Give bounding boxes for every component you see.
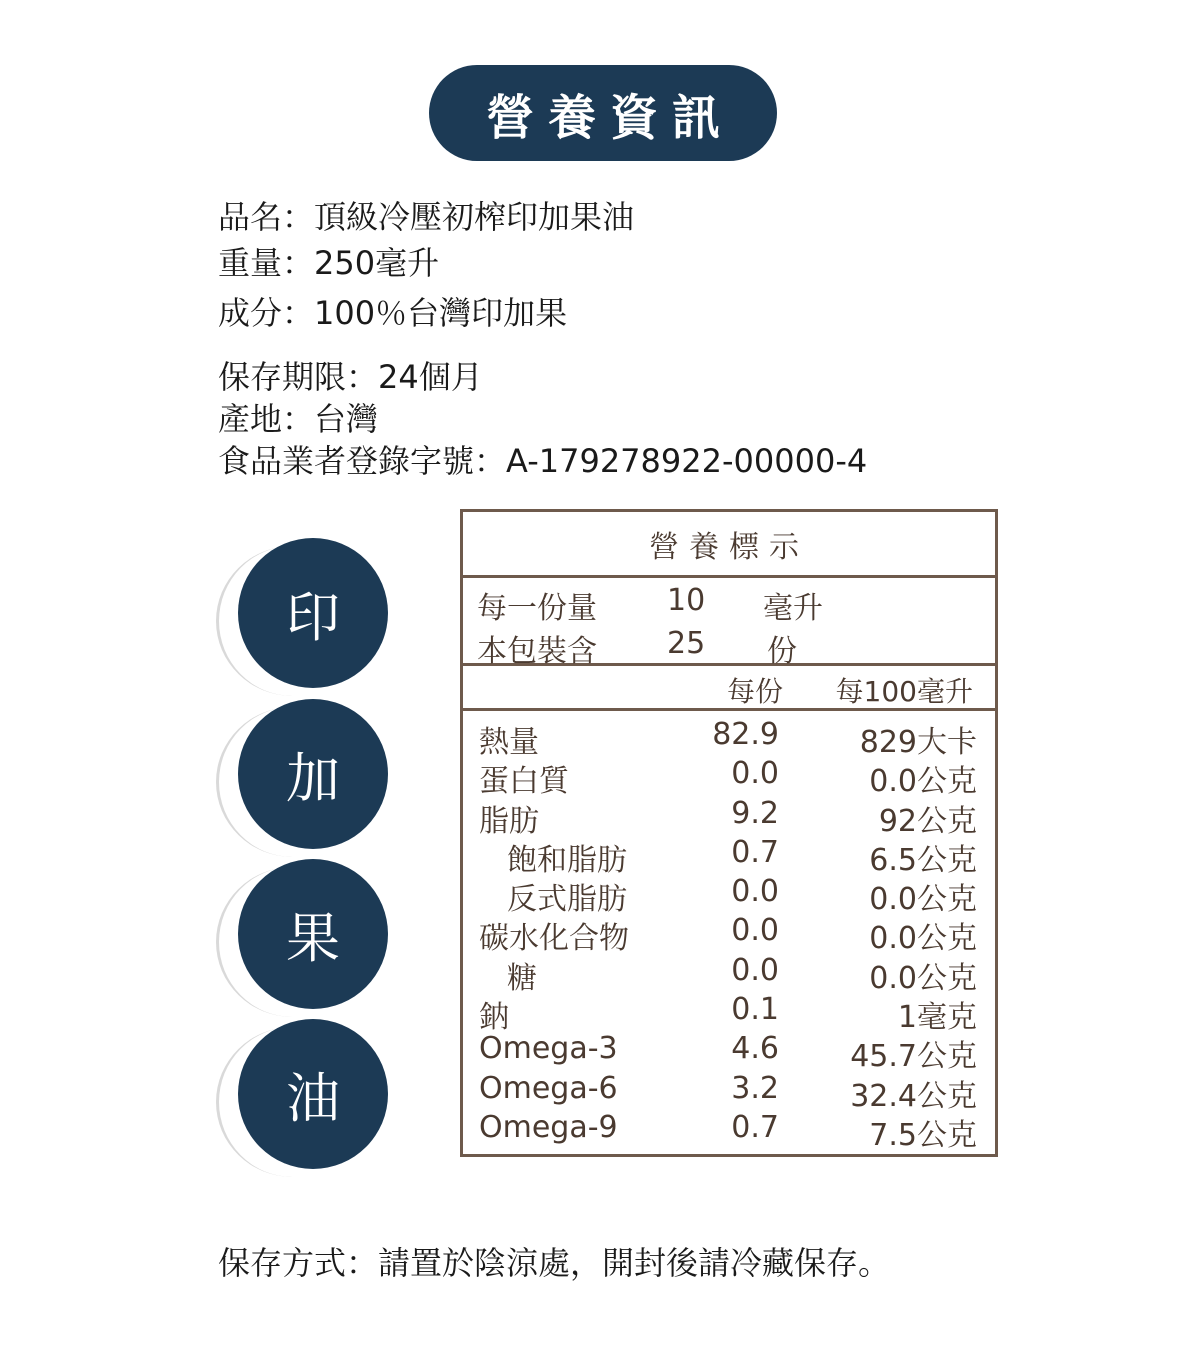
page-title: 營養資訊 (429, 65, 777, 161)
product-name: 品名：頂級冷壓初榨印加果油 (218, 198, 635, 236)
per-100ml-value: 6.5公克 (869, 842, 977, 878)
circle-char-4: 油 (238, 1019, 388, 1169)
product-weight: 重量：250毫升 (218, 244, 440, 282)
nutrition-table (460, 509, 998, 1157)
nutrient-label: 脂肪 (479, 803, 539, 839)
per-serving-value: 0.0 (731, 952, 779, 988)
table-row (463, 795, 995, 839)
per-100ml-value: 0.0公克 (869, 882, 977, 918)
nutrient-label: 反式脂肪 (507, 882, 627, 918)
table-row (463, 913, 995, 957)
per-serving-value: 0.1 (731, 992, 779, 1028)
nutrient-label: 飽和脂肪 (507, 842, 627, 878)
storage-instructions: 保存方式：請置於陰涼處，開封後請冷藏保存。 (218, 1244, 891, 1282)
table-row (463, 1109, 995, 1153)
per-100ml-value: 92公克 (878, 803, 977, 839)
serving-section (463, 575, 995, 669)
table-row (463, 717, 995, 760)
table-row (463, 1031, 995, 1075)
per-100ml-value: 0.0公克 (869, 764, 977, 800)
per-100ml-value: 0.0公克 (869, 960, 977, 996)
nutrient-label: Omega-3 (479, 1031, 618, 1067)
per-100ml-value: 1毫克 (897, 1000, 977, 1036)
per-serving-value: 9.2 (731, 795, 779, 831)
per-serving-value: 3.2 (731, 1070, 779, 1106)
per-serving-value: 0.0 (731, 913, 779, 949)
registration-number: 食品業者登錄字號：A-179278922-00000-4 (218, 442, 868, 480)
nutrient-label: 鈉 (479, 1000, 509, 1036)
table-row (463, 952, 995, 996)
per-serving-value: 0.0 (731, 874, 779, 910)
serving-label: 每一份量 (477, 591, 597, 626)
column-header (463, 666, 995, 711)
per-100ml-value: 7.5公克 (869, 1117, 977, 1153)
per-serving-value: 0.0 (731, 756, 779, 792)
per-serving-value: 0.7 (731, 1109, 779, 1145)
col-per-serving: 每份 (726, 675, 783, 708)
serving-unit: 毫升 (763, 591, 823, 626)
shelf-life: 保存期限：24個月 (218, 358, 483, 396)
table-row (463, 756, 995, 800)
circle-char-1: 印 (238, 538, 388, 688)
per-100ml-value: 32.4公克 (850, 1078, 977, 1114)
table-row (463, 874, 995, 918)
package-value: 25 (667, 626, 706, 661)
per-serving-value: 0.7 (731, 834, 779, 870)
nutrient-label: Omega-9 (479, 1109, 618, 1145)
serving-value: 10 (667, 583, 706, 618)
per-100ml-value: 45.7公克 (850, 1039, 977, 1075)
nutrition-title: 營養標示 (463, 512, 995, 578)
col-per-100ml: 每100毫升 (835, 675, 973, 708)
nutrient-label: 碳水化合物 (479, 921, 629, 957)
per-100ml-value: 0.0公克 (869, 921, 977, 957)
table-row (463, 992, 995, 1036)
origin: 產地：台灣 (218, 400, 379, 438)
table-row (463, 1070, 995, 1114)
nutrient-label: 糖 (507, 960, 537, 996)
nutrient-label: 蛋白質 (479, 764, 569, 800)
nutrient-label: Omega-6 (479, 1070, 618, 1106)
table-row (463, 834, 995, 878)
package-unit: 份 (767, 634, 797, 669)
per-serving-value: 82.9 (712, 717, 779, 752)
per-100ml-value: 829大卡 (859, 725, 977, 760)
circle-char-2: 加 (238, 699, 388, 849)
nutrient-label: 熱量 (479, 725, 539, 760)
nutrition-rows (463, 717, 995, 1153)
package-label: 本包裝含 (477, 634, 597, 669)
per-serving-value: 4.6 (731, 1031, 779, 1067)
product-ingredients: 成分：100％台灣印加果 (218, 294, 568, 332)
circle-char-3: 果 (238, 859, 388, 1009)
